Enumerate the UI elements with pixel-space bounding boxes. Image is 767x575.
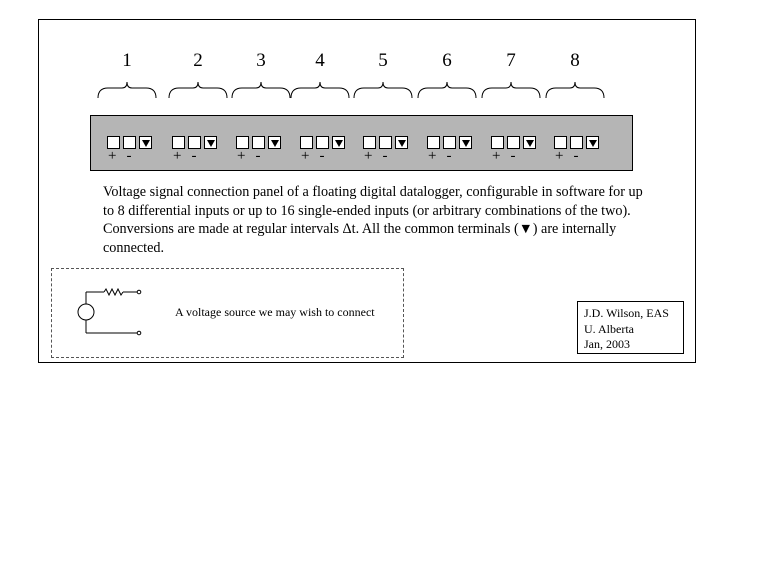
common-terminal-icon bbox=[526, 140, 534, 147]
channel-brace-6 bbox=[415, 80, 479, 100]
minus-sign: - bbox=[382, 148, 388, 164]
minus-sign: - bbox=[126, 148, 132, 164]
minus-sign: - bbox=[510, 148, 516, 164]
terminal-common-5 bbox=[395, 136, 408, 149]
terminal-group-3 bbox=[236, 136, 281, 172]
channel-brace-3 bbox=[229, 80, 293, 100]
terminal-common-7 bbox=[523, 136, 536, 149]
channel-number-6: 6 bbox=[442, 50, 452, 71]
terminal-group-4 bbox=[300, 136, 345, 172]
common-terminal-icon bbox=[271, 140, 279, 147]
terminal-common-1 bbox=[139, 136, 152, 149]
channel-labels bbox=[0, 0, 767, 110]
minus-sign: - bbox=[573, 148, 579, 164]
common-terminal-icon bbox=[207, 140, 215, 147]
plus-sign: + bbox=[428, 148, 437, 164]
plus-sign: + bbox=[492, 148, 501, 164]
terminal-common-2 bbox=[204, 136, 217, 149]
panel-description: Voltage signal connection panel of a floating digital datalogger, configurable in software for up to 8 differential inputs or up to 16 single-ended inputs (or arbitrary combinations of the two). Conversions are made at regular intervals Δt. All the common terminals (▼) are internally connected. bbox=[103, 184, 643, 256]
common-terminal-icon bbox=[462, 140, 470, 147]
common-terminal-icon bbox=[335, 140, 343, 147]
terminal-group-1 bbox=[107, 136, 152, 172]
common-terminal-icon bbox=[398, 140, 406, 147]
channel-brace-5 bbox=[351, 80, 415, 100]
credit-name: J.D. Wilson, EAS bbox=[584, 306, 669, 320]
channel-brace-2 bbox=[166, 80, 230, 100]
minus-sign: - bbox=[446, 148, 452, 164]
terminal-common-3 bbox=[268, 136, 281, 149]
channel-number-1: 1 bbox=[122, 50, 132, 71]
author-credit bbox=[577, 301, 684, 354]
channel-number-3: 3 bbox=[256, 50, 266, 71]
channel-number-2: 2 bbox=[193, 50, 203, 71]
terminal-group-6 bbox=[427, 136, 472, 172]
terminal-panel bbox=[90, 115, 633, 171]
channel-number-8: 8 bbox=[570, 50, 580, 71]
plus-sign: + bbox=[108, 148, 117, 164]
channel-brace-4 bbox=[288, 80, 352, 100]
minus-sign: - bbox=[191, 148, 197, 164]
voltage-source-schematic bbox=[70, 280, 150, 340]
credit-date: Jan, 2003 bbox=[584, 337, 630, 351]
terminal-group-8 bbox=[554, 136, 599, 172]
plus-sign: + bbox=[237, 148, 246, 164]
common-terminal-icon bbox=[589, 140, 597, 147]
terminal-common-8 bbox=[586, 136, 599, 149]
channel-number-7: 7 bbox=[506, 50, 516, 71]
minus-sign: - bbox=[319, 148, 325, 164]
terminal-group-2 bbox=[172, 136, 217, 172]
credit-institution: U. Alberta bbox=[584, 321, 634, 336]
plus-sign: + bbox=[555, 148, 564, 164]
minus-sign: - bbox=[255, 148, 261, 164]
terminal-group-7 bbox=[491, 136, 536, 172]
plus-sign: + bbox=[301, 148, 310, 164]
channel-number-5: 5 bbox=[378, 50, 388, 71]
plus-sign: + bbox=[173, 148, 182, 164]
common-terminal-icon bbox=[142, 140, 150, 147]
terminal-group-5 bbox=[363, 136, 408, 172]
channel-brace-8 bbox=[543, 80, 607, 100]
voltage-source-label: A voltage source we may wish to connect bbox=[175, 305, 375, 319]
channel-number-4: 4 bbox=[315, 50, 325, 71]
plus-sign: + bbox=[364, 148, 373, 164]
terminal-common-4 bbox=[332, 136, 345, 149]
channel-brace-7 bbox=[479, 80, 543, 100]
channel-brace-1 bbox=[95, 80, 159, 100]
terminal-common-6 bbox=[459, 136, 472, 149]
